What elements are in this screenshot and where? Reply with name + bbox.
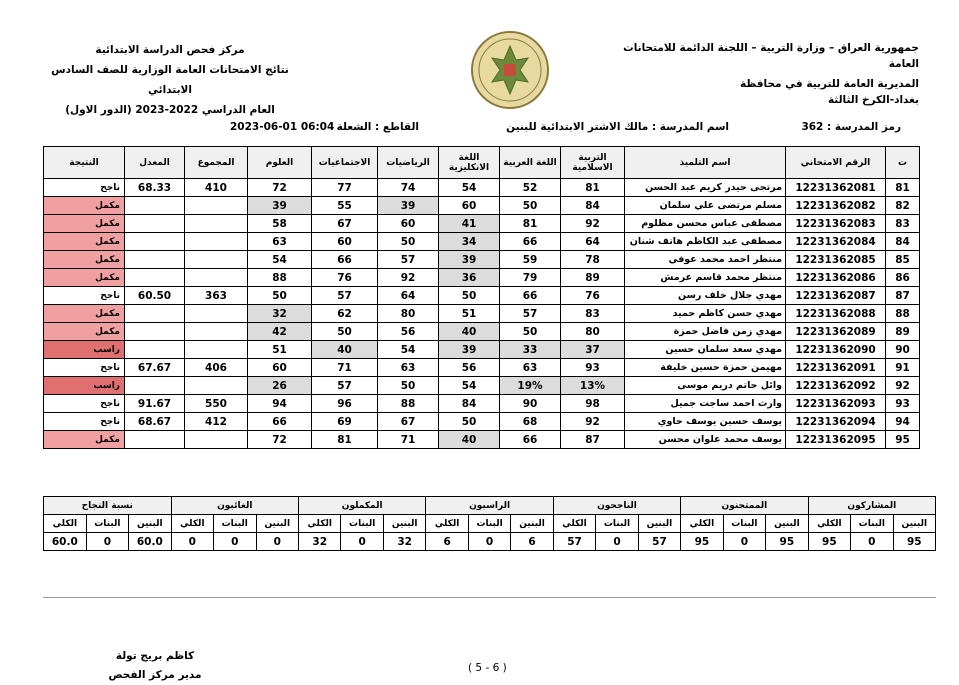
summary-sub-header: البنين (256, 515, 298, 533)
student-name: مرتجى حيدر كريم عبد الحسن (625, 179, 786, 197)
result-status: مكمل (44, 233, 125, 251)
student-name: يوسف محمد علوان محسن (625, 431, 786, 449)
column-header: اسم التلميذ (625, 147, 786, 179)
subject-score: 36 (439, 269, 500, 287)
subject-score: 63 (378, 359, 439, 377)
summary-sub-header: الكلي (553, 515, 595, 533)
subject-score: 34 (439, 233, 500, 251)
average-score: 91.67 (125, 395, 185, 413)
summary-value: 6 (511, 533, 553, 551)
average-score (125, 233, 185, 251)
student-name: يوسف حسين يوسف حاوي (625, 413, 786, 431)
district-line: بغداد-الكرخ الثالثة (827, 94, 919, 106)
result-status: راسب (44, 377, 125, 395)
summary-group-header: نسبة النجاح (44, 497, 172, 515)
subject-score: 66 (500, 233, 561, 251)
subject-score: 80 (378, 305, 439, 323)
subject-score: 40 (439, 431, 500, 449)
page-number: ( 5 - 6 ) (468, 662, 507, 674)
result-status: ناجح (44, 359, 125, 377)
subject-score: 77 (312, 179, 378, 197)
subject-score: 57 (378, 251, 439, 269)
row-number: 82 (886, 197, 920, 215)
subject-score: 83 (561, 305, 625, 323)
subject-score: 50 (248, 287, 312, 305)
table-row (44, 413, 920, 431)
total-score (185, 341, 248, 359)
average-score (125, 341, 185, 359)
total-score: 363 (185, 287, 248, 305)
center-name: مركز فحص الدراسة الابتدائية (95, 44, 245, 56)
exam-number: 12231362085 (786, 251, 886, 269)
subject-score: 58 (248, 215, 312, 233)
student-name: وائل حاتم دريم موسى (625, 377, 786, 395)
subject-score: 40 (439, 323, 500, 341)
total-score (185, 305, 248, 323)
summary-sub-header: البنين (766, 515, 808, 533)
result-status: مكمل (44, 431, 125, 449)
subject-score: 72 (248, 179, 312, 197)
subject-score: 68 (500, 413, 561, 431)
subject-score: 81 (312, 431, 378, 449)
exam-number: 12231362083 (786, 215, 886, 233)
total-score (185, 377, 248, 395)
summary-table (43, 496, 936, 551)
total-score: 406 (185, 359, 248, 377)
subject-score: 42 (248, 323, 312, 341)
subject-score: 63 (248, 233, 312, 251)
divider-line (43, 597, 936, 598)
summary-sub-header: البنات (596, 515, 638, 533)
summary-sub-header: الكلي (681, 515, 723, 533)
row-number: 81 (886, 179, 920, 197)
table-row (44, 197, 920, 215)
summary-sub-header: الكلي (171, 515, 213, 533)
subject-score: 56 (439, 359, 500, 377)
subject-score: 54 (439, 377, 500, 395)
row-number: 86 (886, 269, 920, 287)
summary-sub-header: البنات (341, 515, 383, 533)
subject-score: 32 (248, 305, 312, 323)
subject-score: 67 (312, 215, 378, 233)
signer-name: كاظم بريج تولة (115, 650, 195, 662)
subject-score: 66 (500, 287, 561, 305)
total-score (185, 197, 248, 215)
result-status: ناجح (44, 413, 125, 431)
total-score (185, 323, 248, 341)
average-score: 68.33 (125, 179, 185, 197)
table-row (44, 431, 920, 449)
summary-value: 95 (893, 533, 935, 551)
subject-score: 39 (439, 341, 500, 359)
academic-year: العام الدراسي 2022-2023 (الدور الاول) (65, 104, 275, 116)
subject-score: 87 (561, 431, 625, 449)
summary-value: 95 (808, 533, 850, 551)
student-name: مهدي سعد سلمان حسين (625, 341, 786, 359)
exam-number: 12231362091 (786, 359, 886, 377)
summary-sub-header: البنين (383, 515, 425, 533)
subject-score: 88 (248, 269, 312, 287)
summary-sub-header: الكلي (298, 515, 340, 533)
subject-score: 52 (500, 179, 561, 197)
summary-value: 6 (426, 533, 468, 551)
school-code: رمز المدرسة : 362 (801, 121, 901, 133)
result-status: مكمل (44, 215, 125, 233)
subject-score: 80 (561, 323, 625, 341)
student-name: مهدي زمن فاضل حمزة (625, 323, 786, 341)
subject-score: 79 (500, 269, 561, 287)
summary-sub-header: البنات (214, 515, 256, 533)
subject-score: 66 (248, 413, 312, 431)
signature-block (100, 647, 210, 685)
result-status: ناجح (44, 179, 125, 197)
results-title: نتائج الامتحانات العامة الوزارية للصف السادس الابتدائي (51, 64, 289, 96)
summary-groups-row (44, 497, 936, 515)
subject-score: 39 (378, 197, 439, 215)
center-header (45, 40, 295, 120)
print-date: 06:04 2023-06-01 (230, 121, 335, 133)
subject-score: 84 (561, 197, 625, 215)
subject-score: 71 (378, 431, 439, 449)
table-row (44, 251, 920, 269)
subject-score: 98 (561, 395, 625, 413)
subject-score: 54 (439, 179, 500, 197)
column-header: المعدل (125, 147, 185, 179)
table-row (44, 323, 920, 341)
result-status: مكمل (44, 323, 125, 341)
table-row (44, 269, 920, 287)
subject-score: 50 (378, 233, 439, 251)
summary-value: 0 (851, 533, 893, 551)
subject-score: 40 (312, 341, 378, 359)
subject-score: 64 (561, 233, 625, 251)
summary-group-header: المكملون (298, 497, 425, 515)
summary-values-row (44, 533, 936, 551)
row-number: 89 (886, 323, 920, 341)
row-number: 87 (886, 287, 920, 305)
signer-title: مدير مركز الفحص (108, 669, 202, 681)
summary-value: 57 (638, 533, 680, 551)
exam-number: 12231362081 (786, 179, 886, 197)
summary-value: 0 (214, 533, 256, 551)
subject-score: 78 (561, 251, 625, 269)
subject-score: 66 (312, 251, 378, 269)
subject-score: 72 (248, 431, 312, 449)
summary-value: 0 (596, 533, 638, 551)
average-score (125, 251, 185, 269)
table-row (44, 395, 920, 413)
subject-score: 76 (312, 269, 378, 287)
column-header: الاجتماعيات (312, 147, 378, 179)
subject-score: 88 (378, 395, 439, 413)
column-header: اللغة الانكليزية (439, 147, 500, 179)
student-name: منتظر احمد محمد عوفي (625, 251, 786, 269)
school-name: اسم المدرسة : مالك الاشتر الابتدائية للبنين (506, 121, 729, 133)
exam-number: 12231362086 (786, 269, 886, 287)
subject-score: 57 (312, 377, 378, 395)
subject-score: 55 (312, 197, 378, 215)
table-row (44, 359, 920, 377)
subject-score: 50 (439, 413, 500, 431)
summary-sub-header: الكلي (426, 515, 468, 533)
subject-score: 66 (500, 431, 561, 449)
subject-score: 76 (561, 287, 625, 305)
subject-score: 74 (378, 179, 439, 197)
summary-value: 32 (298, 533, 340, 551)
exam-number: 12231362090 (786, 341, 886, 359)
column-header: العلوم (248, 147, 312, 179)
subject-score: 50 (500, 197, 561, 215)
subject-score: 60 (248, 359, 312, 377)
summary-value: 57 (553, 533, 595, 551)
result-status: مكمل (44, 197, 125, 215)
subject-score: 33 (500, 341, 561, 359)
column-header: النتيجة (44, 147, 125, 179)
subject-score: 54 (248, 251, 312, 269)
average-score: 68.67 (125, 413, 185, 431)
total-score (185, 269, 248, 287)
directorate-line: المديرية العامة للتربية في محافظة (740, 78, 919, 90)
subject-score: 50 (312, 323, 378, 341)
total-score: 412 (185, 413, 248, 431)
row-number: 85 (886, 251, 920, 269)
result-status: مكمل (44, 251, 125, 269)
subject-score: 57 (312, 287, 378, 305)
summary-sub-row (44, 515, 936, 533)
subject-score: 93 (561, 359, 625, 377)
row-number: 93 (886, 395, 920, 413)
subject-score: 39 (439, 251, 500, 269)
subject-score: 69 (312, 413, 378, 431)
table-header-row (44, 147, 920, 179)
subject-score: 60 (439, 197, 500, 215)
row-number: 84 (886, 233, 920, 251)
total-score: 410 (185, 179, 248, 197)
subject-score: 54 (378, 341, 439, 359)
exam-number: 12231362089 (786, 323, 886, 341)
summary-value: 0 (468, 533, 510, 551)
row-number: 90 (886, 341, 920, 359)
ministry-header (619, 40, 919, 108)
average-score: 67.67 (125, 359, 185, 377)
average-score (125, 197, 185, 215)
subject-score: 56 (378, 323, 439, 341)
subject-score: 50 (500, 323, 561, 341)
total-score (185, 233, 248, 251)
subject-score: 96 (312, 395, 378, 413)
iraq-emblem-icon (470, 30, 550, 110)
subject-score: 19% (500, 377, 561, 395)
student-name: منتظر محمد قاسم عرمش (625, 269, 786, 287)
summary-sub-header: البنين (638, 515, 680, 533)
row-number: 95 (886, 431, 920, 449)
summary-value: 32 (383, 533, 425, 551)
summary-sub-header: البنات (723, 515, 765, 533)
summary-value: 60.0 (129, 533, 171, 551)
result-status: راسب (44, 341, 125, 359)
result-status: مكمل (44, 305, 125, 323)
average-score (125, 305, 185, 323)
total-score: 550 (185, 395, 248, 413)
summary-group-header: المشاركون (808, 497, 935, 515)
row-number: 91 (886, 359, 920, 377)
total-score (185, 431, 248, 449)
column-header: اللغة العربية (500, 147, 561, 179)
column-header: الرياضيات (378, 147, 439, 179)
result-status: ناجح (44, 395, 125, 413)
row-number: 94 (886, 413, 920, 431)
exam-number: 12231362087 (786, 287, 886, 305)
subject-score: 94 (248, 395, 312, 413)
subject-score: 63 (500, 359, 561, 377)
average-score (125, 269, 185, 287)
summary-sub-header: البنين (511, 515, 553, 533)
subject-score: 62 (312, 305, 378, 323)
subject-score: 92 (561, 215, 625, 233)
summary-value: 60.0 (44, 533, 87, 551)
summary-value: 0 (86, 533, 128, 551)
subject-score: 81 (500, 215, 561, 233)
column-header: التربية الاسلامية (561, 147, 625, 179)
table-row (44, 215, 920, 233)
summary-group-header: الناجحون (553, 497, 680, 515)
summary-sub-header: البنين (893, 515, 935, 533)
student-name: مهدي جلال خلف رسن (625, 287, 786, 305)
student-name: مصطفى عبد الكاظم هاتف شنان (625, 233, 786, 251)
results-table (43, 146, 920, 449)
summary-group-header: الغائبون (171, 497, 298, 515)
summary-value: 0 (171, 533, 213, 551)
subject-score: 90 (500, 395, 561, 413)
subject-score: 84 (439, 395, 500, 413)
summary-group-header: الممتحنون (681, 497, 808, 515)
summary-value: 0 (341, 533, 383, 551)
average-score (125, 215, 185, 233)
subject-score: 64 (378, 287, 439, 305)
exam-number: 12231362088 (786, 305, 886, 323)
summary-sub-header: البنات (86, 515, 128, 533)
table-row (44, 179, 920, 197)
average-score: 60.50 (125, 287, 185, 305)
row-number: 83 (886, 215, 920, 233)
total-score (185, 215, 248, 233)
summary-sub-header: الكلي (44, 515, 87, 533)
student-name: مسلم مرتضى علي سلمان (625, 197, 786, 215)
subject-score: 89 (561, 269, 625, 287)
summary-sub-header: البنات (468, 515, 510, 533)
summary-sub-header: البنين (129, 515, 171, 533)
exam-number: 12231362082 (786, 197, 886, 215)
table-row (44, 377, 920, 395)
exam-number: 12231362095 (786, 431, 886, 449)
summary-value: 95 (681, 533, 723, 551)
subject-score: 50 (378, 377, 439, 395)
exam-number: 12231362093 (786, 395, 886, 413)
student-name: وارث احمد ساجت جميل (625, 395, 786, 413)
average-score (125, 431, 185, 449)
column-header: الرقم الامتحاني (786, 147, 886, 179)
summary-group-header: الراسبون (426, 497, 553, 515)
subject-score: 51 (439, 305, 500, 323)
subject-score: 26 (248, 377, 312, 395)
summary-value: 0 (256, 533, 298, 551)
average-score (125, 323, 185, 341)
subject-score: 81 (561, 179, 625, 197)
sector: القاطع : الشعلة (336, 121, 419, 133)
subject-score: 92 (378, 269, 439, 287)
exam-number: 12231362092 (786, 377, 886, 395)
subject-score: 37 (561, 341, 625, 359)
exam-number: 12231362094 (786, 413, 886, 431)
subject-score: 13% (561, 377, 625, 395)
average-score (125, 377, 185, 395)
subject-score: 71 (312, 359, 378, 377)
subject-score: 59 (500, 251, 561, 269)
summary-value: 95 (766, 533, 808, 551)
table-row (44, 233, 920, 251)
subject-score: 60 (378, 215, 439, 233)
subject-score: 50 (439, 287, 500, 305)
subject-score: 92 (561, 413, 625, 431)
row-number: 88 (886, 305, 920, 323)
subject-score: 39 (248, 197, 312, 215)
student-name: مصطفى عباس محسن مظلوم (625, 215, 786, 233)
row-number: 92 (886, 377, 920, 395)
summary-sub-header: الكلي (808, 515, 850, 533)
result-status: ناجح (44, 287, 125, 305)
ministry-line: جمهورية العراق – وزارة التربية – اللجنة الدائمة للامتحانات العامة (623, 42, 919, 70)
column-header: ت (886, 147, 920, 179)
total-score (185, 251, 248, 269)
subject-score: 51 (248, 341, 312, 359)
table-row (44, 341, 920, 359)
subject-score: 41 (439, 215, 500, 233)
result-status: مكمل (44, 269, 125, 287)
summary-value: 0 (723, 533, 765, 551)
subject-score: 60 (312, 233, 378, 251)
column-header: المجموع (185, 147, 248, 179)
student-name: مهيمن حمزة حسين خليفة (625, 359, 786, 377)
summary-sub-header: البنات (851, 515, 893, 533)
subject-score: 67 (378, 413, 439, 431)
table-row (44, 305, 920, 323)
subject-score: 57 (500, 305, 561, 323)
table-row (44, 287, 920, 305)
exam-number: 12231362084 (786, 233, 886, 251)
student-name: مهدي حسن كاظم حميد (625, 305, 786, 323)
